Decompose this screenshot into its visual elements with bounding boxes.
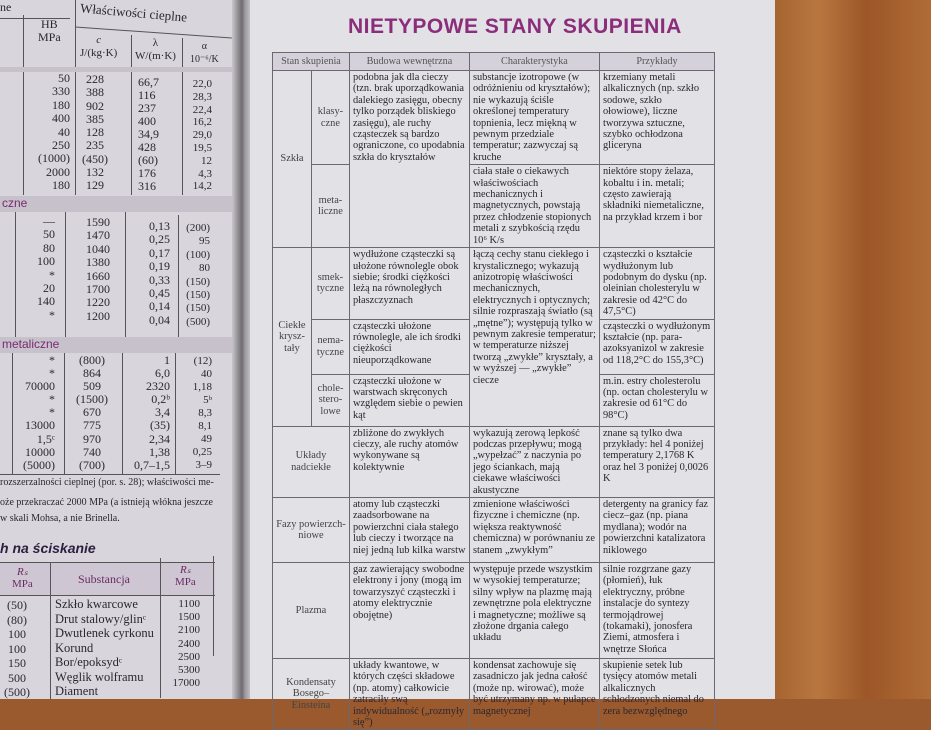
structure-cell: gaz zawierający swobodne elektrony i jony (mogą im towarzyszyć cząsteczki i atomy elektrycznie obojętne) xyxy=(349,562,469,658)
substate-label: nema-tyczne xyxy=(311,319,349,374)
s1-hb: 50 330 180 400 40 250 (1000) 2000 180 xyxy=(38,71,70,193)
header-structure: Budowa wewnętrzna xyxy=(349,53,469,71)
state-label: Szkła xyxy=(273,71,312,248)
header-characteristics: Charakterystyka xyxy=(469,53,599,71)
header-examples: Przykłady xyxy=(599,53,714,71)
state-label: Plazma xyxy=(273,562,350,658)
section-heading: h na ściskanie xyxy=(0,540,96,556)
header-rs2: Rₛ MPa xyxy=(175,564,196,588)
table-row xyxy=(273,497,715,562)
characteristics-cell: wykazują zerową lepkość podczas przepływu; mogą „wypełzać” z naczynia po jego ściankach, mają ciekawe właściwości akustyczne xyxy=(469,426,599,497)
state-label: Układy nadciekłe xyxy=(273,426,350,497)
examples-cell: cząsteczki o wydłużonym kształcie (np. para-azoksyanizol w zakresie od 118,2°C do 155,3°C) xyxy=(599,319,714,374)
table-row xyxy=(273,426,715,497)
rs-values: (50) (80) 100 100 150 500 (500) xyxy=(4,598,30,699)
s1-alpha: 22,0 28,3 22,4 16,2 29,0 19,5 12 4,3 14,2 xyxy=(192,78,212,193)
structure-cell: podobna jak dla cieczy (tzn. brak uporządkowania dalekiego zasięgu, obecny tylko porządek bliskiego zasięgu), ale ruchy cząsteczek są bardzo ograniczone, co upodabnia szkła do kryształów xyxy=(349,71,469,248)
header-rs: Rₛ MPa xyxy=(12,566,33,590)
table-row xyxy=(273,248,715,319)
header-lambda: λ W/(m·K) xyxy=(135,37,176,62)
wooden-table-background xyxy=(770,0,931,699)
characteristics-cell: występuje przede wszystkim w wysokiej temperaturze; silny wpływ na plazmę mają zewnętrzne pola elektryczne i magnetyczne; możliwe są złożone drgania całego układu xyxy=(469,562,599,658)
examples-cell: cząsteczki o kształcie wydłużonym lub podobnym do dysku (np. oleinian cholesterylu w zakresie od 42°C do 47,5°C) xyxy=(599,248,714,319)
table-row xyxy=(273,562,715,658)
s1-c: 228 388 902 385 128 235 (450) 132 129 xyxy=(82,72,108,193)
footnote: w skali Mohsa, a nie Brinella. xyxy=(0,513,120,524)
section-band: czne xyxy=(0,196,232,212)
s2-hb: — 50 80 100 * 20 140 * xyxy=(37,214,55,322)
examples-cell: silnie rozgrzane gazy (płomień), łuk elektryczny, próbne instalacje do syntezy termojądrowej (tokamaki), jonosfera Ziemi, atmosfera i wnętrze Słońca xyxy=(599,562,714,658)
s1-lambda: 66,7 116 237 400 34,9 428 (60) 176 316 xyxy=(138,75,159,193)
substate-label: klasy-czne xyxy=(311,71,349,165)
structure-cell: atomy lub cząsteczki zaadsorbowane na powierzchni ciała stałego lub cieczy i tworzące na niej jedną lub kilka warstw xyxy=(349,497,469,562)
structure-cell: układy kwantowe, w których części składowe (np. atomy) całkowicie zatraciły swą indywidualność („rozmyły się”) xyxy=(349,658,469,729)
structure-cell: cząsteczki ułożone w warstwach skręconych względem siebie o pewien kąt xyxy=(349,374,469,426)
characteristics-cell: ciała stałe o ciekawych właściwościach mechanicznych i magnetycznych, powstają przez chłodzenie stopionych metali z szybkością rzędu 10⁶ K/s xyxy=(469,165,599,248)
state-label: Fazy powierzch-niowe xyxy=(273,497,350,562)
characteristics-cell: łączą cechy stanu ciekłego i krystalicznego; wykazują anizotropię właściwości mechanicznych, elektrycznych i optycznych; silnie rozpraszają światło (są „mętne”); występują tylko w pewnym zakresie temperatur; w temperaturze niższej tworzą „zwykłe” kryształy, a w wyższej — „zwykłe” ciecze xyxy=(469,248,599,426)
structure-cell: cząsteczki ułożone równolegle, ale ich środki ciężkości nieuporządkowane xyxy=(349,319,469,374)
s2-c: 1590 1470 1040 1380 1660 1700 1220 1200 xyxy=(86,215,110,323)
s3-alpha: (12) 40 1,18 5ᵇ 8,3 8,1 49 0,25 3–9 xyxy=(192,355,212,471)
characteristics-cell: zmienione właściwości fizyczne i chemiczne (np. większa reaktywność chemiczna) w porównaniu ze stanem „zwykłym” xyxy=(469,497,599,562)
structure-cell: wydłużone cząsteczki są ułożone równolegle obok siebie; środki ciężkości leżą na równoległych płaszczyznach xyxy=(349,248,469,319)
characteristics-cell: kondensat zachowuje się zasadniczo jak jedna całość (może np. wirować), może być utrzymany np. w pułapce magnetycznej xyxy=(469,658,599,729)
state-label: Ciekłe krysz-tały xyxy=(273,248,312,426)
s3-lambda: 1 6,0 2320 0,2ᵇ 3,4 (35) 2,34 1,38 0,7–1,5 xyxy=(134,353,170,472)
examples-cell: skupienie setek lub tysięcy atomów metali alkalicznych schłodzonych niemal do zera bezwzględnego xyxy=(599,658,714,729)
examples-cell: niektóre stopy żelaza, kobaltu i in. metali; często zawierają składniki niemetaliczne, na przykład krzem i bor xyxy=(599,165,714,248)
header-hb: HB MPa xyxy=(38,17,61,44)
structure-cell: zbliżone do zwykłych cieczy, ale ruchy atomów wykonywane są kolektywnie xyxy=(349,426,469,497)
substate-label: chole-stero-lowe xyxy=(311,374,349,426)
characteristics-cell: substancje izotropowe (w odróżnieniu od kryształów); nie wykazują ściśle określonej temperatury topnienia, lecz miękną w pewnym przedziale temperatur; zazwyczaj są kruche xyxy=(469,71,599,165)
table-row xyxy=(273,658,715,729)
examples-cell: detergenty na granicy faz ciecz–gaz (np. piana mydlana); wodór na powierzchni katalizatora niklowego xyxy=(599,497,714,562)
footnote: oże przekraczać 2000 MPa (a istnieją włókna jeszcze xyxy=(0,497,213,508)
states-table xyxy=(272,52,715,730)
s2-alpha: (200) 95 (100) 80 (150) (150) (150) (500) xyxy=(186,222,210,328)
s3-c: (800) 864 509 (1500) 670 775 970 740 (700) xyxy=(76,353,108,472)
state-label: Kondensaty Bosego–Einsteina xyxy=(273,658,350,729)
examples-cell: znane są tylko dwa przykłady: hel 4 poniżej temperatury 2,1768 K oraz hel 3 poniżej 0,0026 K xyxy=(599,426,714,497)
header-c: c J/(kg·K) xyxy=(80,34,118,59)
top-label: ne xyxy=(0,0,12,14)
substate-label: smek-tyczne xyxy=(311,248,349,319)
left-page xyxy=(0,0,236,699)
header-group: Właściwości cieplne xyxy=(79,0,188,25)
s3-hb: * * 70000 * * 13000 1,5ᶜ 10000 (5000) xyxy=(23,353,55,472)
section-band: metaliczne xyxy=(0,337,232,353)
page-title: NIETYPOWE STANY SKUPIENIA xyxy=(348,15,682,38)
table-row xyxy=(273,71,715,165)
header-alpha: α 10⁻⁶/K xyxy=(190,41,219,65)
table-row xyxy=(273,165,715,248)
table-header xyxy=(273,53,715,71)
substate-label: meta-liczne xyxy=(311,165,349,248)
examples-cell: krzemiany metali alkalicznych (np. szkło sodowe, szkło ołowiowe), liczne tworzywa sztuczne, szybko ochłodzona gliceryna xyxy=(599,71,714,165)
s2-lambda: 0,13 0,25 0,17 0,19 0,33 0,45 0,14 0,04 xyxy=(149,219,170,327)
substance-list: Szkło kwarcowe Drut stalowy/glinᶜ Dwutlenek cyrkonu Korund Bor/epoksydᶜ Węglik wolframu Diament xyxy=(55,597,154,698)
footnote: rozszerzalności cieplnej (por. s. 28); właściwości me- xyxy=(0,477,214,488)
examples-cell: m.in. estry cholesterolu (np. octan cholesterylu w zakresie od 61°C do 98°C) xyxy=(599,374,714,426)
header-substance: Substancja xyxy=(78,572,130,586)
rs2-values: 1100 1500 2100 2400 2500 5300 17000 xyxy=(172,598,200,690)
header-state: Stan skupienia xyxy=(273,53,350,71)
